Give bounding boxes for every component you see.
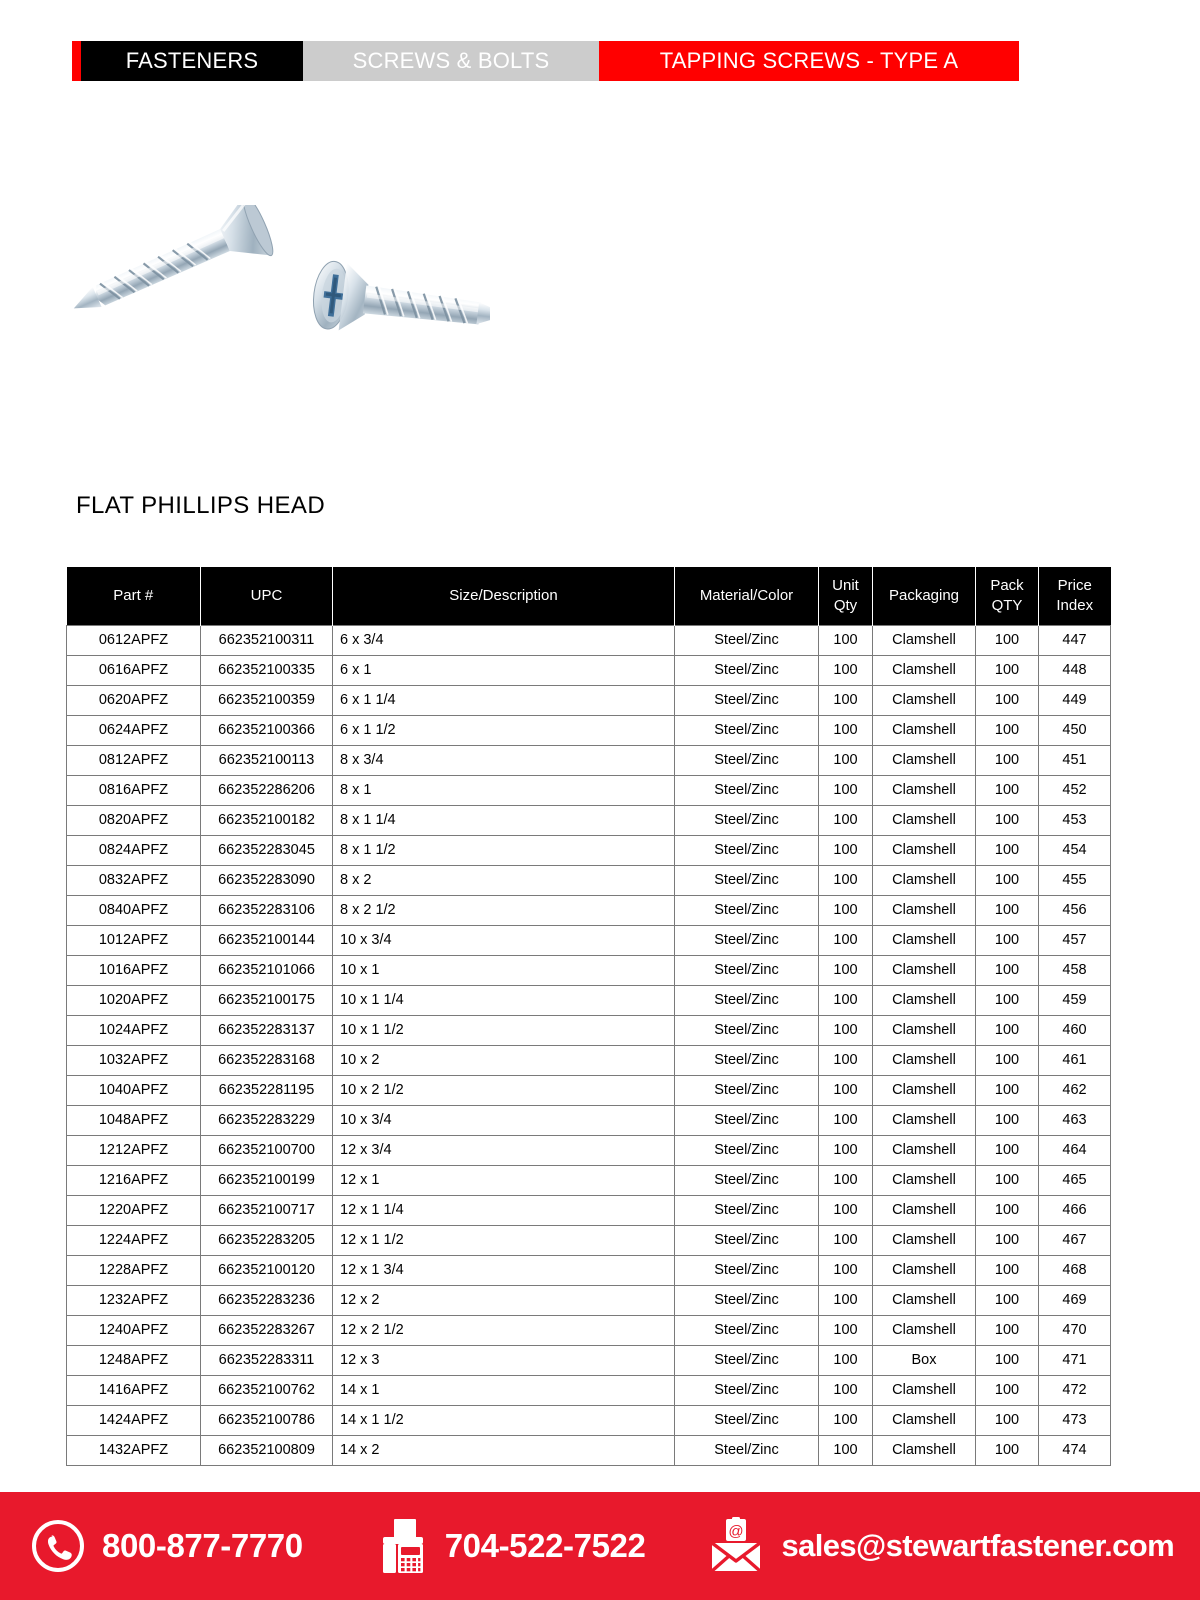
cell-upc: 662352100311 (201, 625, 333, 655)
cell-unit-qty: 100 (819, 835, 873, 865)
cell-part-number: 1228APFZ (67, 1255, 201, 1285)
cell-upc: 662352100717 (201, 1195, 333, 1225)
cell-packaging: Clamshell (873, 955, 976, 985)
table-row[interactable] (67, 1375, 1111, 1405)
cell-material: Steel/Zinc (675, 955, 819, 985)
cell-pack-qty: 100 (976, 775, 1039, 805)
cell-unit-qty: 100 (819, 775, 873, 805)
cell-packaging: Clamshell (873, 1195, 976, 1225)
cell-upc: 662352100359 (201, 685, 333, 715)
cell-material: Steel/Zinc (675, 865, 819, 895)
cell-packaging: Clamshell (873, 1375, 976, 1405)
cell-material: Steel/Zinc (675, 1225, 819, 1255)
cell-part-number: 1216APFZ (67, 1165, 201, 1195)
cell-size: 8 x 3/4 (333, 745, 675, 775)
cell-price-index: 473 (1039, 1405, 1111, 1435)
cell-packaging: Clamshell (873, 1165, 976, 1195)
cell-packaging: Clamshell (873, 685, 976, 715)
cell-upc: 662352100786 (201, 1405, 333, 1435)
cell-pack-qty: 100 (976, 895, 1039, 925)
table-row[interactable] (67, 1075, 1111, 1105)
cell-upc: 662352100809 (201, 1435, 333, 1465)
cell-material: Steel/Zinc (675, 1045, 819, 1075)
cell-price-index: 465 (1039, 1165, 1111, 1195)
footer-fax-number: 704-522-7522 (444, 1527, 646, 1564)
footer-email[interactable] (707, 1517, 1174, 1575)
cell-size: 14 x 1 1/2 (333, 1405, 675, 1435)
cell-upc: 662352100120 (201, 1255, 333, 1285)
cell-price-index: 457 (1039, 925, 1111, 955)
table-row[interactable] (67, 835, 1111, 865)
cell-size: 8 x 1 1/4 (333, 805, 675, 835)
cell-material: Steel/Zinc (675, 655, 819, 685)
cell-material: Steel/Zinc (675, 895, 819, 925)
envelope-at-icon (707, 1517, 765, 1575)
table-row[interactable] (67, 685, 1111, 715)
cell-size: 8 x 1 (333, 775, 675, 805)
cell-size: 12 x 1 3/4 (333, 1255, 675, 1285)
cell-size: 10 x 2 (333, 1045, 675, 1075)
breadcrumb-item-fasteners[interactable] (81, 41, 303, 81)
cell-price-index: 462 (1039, 1075, 1111, 1105)
table-row[interactable] (67, 1195, 1111, 1225)
cell-part-number: 0824APFZ (67, 835, 201, 865)
cell-material: Steel/Zinc (675, 1315, 819, 1345)
cell-part-number: 1248APFZ (67, 1345, 201, 1375)
table-row[interactable] (67, 1315, 1111, 1345)
cell-material: Steel/Zinc (675, 1195, 819, 1225)
page-title: FLAT PHILLIPS HEAD (76, 492, 326, 519)
cell-unit-qty: 100 (819, 1285, 873, 1315)
cell-packaging: Clamshell (873, 745, 976, 775)
screw-photo-icon (70, 205, 490, 380)
cell-upc: 662352100113 (201, 745, 333, 775)
table-header (67, 567, 1111, 625)
cell-price-index: 450 (1039, 715, 1111, 745)
cell-upc: 662352283106 (201, 895, 333, 925)
cell-packaging: Clamshell (873, 1045, 976, 1075)
cell-unit-qty: 100 (819, 1105, 873, 1135)
cell-pack-qty: 100 (976, 1045, 1039, 1075)
table-row[interactable] (67, 895, 1111, 925)
cell-part-number: 1032APFZ (67, 1045, 201, 1075)
cell-upc: 662352100700 (201, 1135, 333, 1165)
column-header-pack-qty: Pack QTY (976, 567, 1039, 625)
cell-part-number: 1432APFZ (67, 1435, 201, 1465)
cell-pack-qty: 100 (976, 925, 1039, 955)
cell-material: Steel/Zinc (675, 835, 819, 865)
cell-packaging: Clamshell (873, 805, 976, 835)
cell-upc: 662352100335 (201, 655, 333, 685)
cell-packaging: Clamshell (873, 655, 976, 685)
cell-size: 6 x 3/4 (333, 625, 675, 655)
cell-packaging: Clamshell (873, 1135, 976, 1165)
cell-price-index: 453 (1039, 805, 1111, 835)
cell-pack-qty: 100 (976, 1135, 1039, 1165)
cell-packaging: Clamshell (873, 625, 976, 655)
cell-packaging: Clamshell (873, 835, 976, 865)
cell-price-index: 460 (1039, 1015, 1111, 1045)
cell-size: 6 x 1 1/2 (333, 715, 675, 745)
cell-size: 12 x 1 1/2 (333, 1225, 675, 1255)
cell-part-number: 0812APFZ (67, 745, 201, 775)
svg-text:@: @ (728, 1523, 745, 1540)
cell-pack-qty: 100 (976, 1255, 1039, 1285)
cell-material: Steel/Zinc (675, 805, 819, 835)
cell-packaging: Clamshell (873, 1315, 976, 1345)
cell-unit-qty: 100 (819, 625, 873, 655)
cell-material: Steel/Zinc (675, 745, 819, 775)
cell-upc: 662352100199 (201, 1165, 333, 1195)
cell-unit-qty: 100 (819, 955, 873, 985)
cell-unit-qty: 100 (819, 1015, 873, 1045)
column-header-material: Material/Color (675, 567, 819, 625)
cell-upc: 662352283311 (201, 1345, 333, 1375)
cell-price-index: 470 (1039, 1315, 1111, 1345)
table-row[interactable] (67, 805, 1111, 835)
cell-unit-qty: 100 (819, 805, 873, 835)
table-row[interactable] (67, 925, 1111, 955)
cell-price-index: 452 (1039, 775, 1111, 805)
cell-price-index: 468 (1039, 1255, 1111, 1285)
cell-material: Steel/Zinc (675, 1345, 819, 1375)
table-row[interactable] (67, 955, 1111, 985)
column-header-upc: UPC (201, 567, 333, 625)
cell-packaging: Clamshell (873, 1015, 976, 1045)
cell-pack-qty: 100 (976, 715, 1039, 745)
cell-size: 6 x 1 (333, 655, 675, 685)
cell-price-index: 456 (1039, 895, 1111, 925)
cell-unit-qty: 100 (819, 745, 873, 775)
cell-unit-qty: 100 (819, 1405, 873, 1435)
cell-unit-qty: 100 (819, 1075, 873, 1105)
cell-size: 12 x 2 1/2 (333, 1315, 675, 1345)
breadcrumb-item-tapping-screws-type-a[interactable] (599, 41, 1019, 81)
cell-part-number: 1224APFZ (67, 1225, 201, 1255)
cell-part-number: 0620APFZ (67, 685, 201, 715)
cell-part-number: 0616APFZ (67, 655, 201, 685)
footer-fax[interactable] (377, 1517, 646, 1575)
cell-pack-qty: 100 (976, 1015, 1039, 1045)
cell-size: 10 x 1 1/2 (333, 1015, 675, 1045)
cell-material: Steel/Zinc (675, 775, 819, 805)
cell-price-index: 458 (1039, 955, 1111, 985)
cell-upc: 662352283205 (201, 1225, 333, 1255)
cell-size: 10 x 1 (333, 955, 675, 985)
cell-material: Steel/Zinc (675, 1135, 819, 1165)
cell-part-number: 1240APFZ (67, 1315, 201, 1345)
cell-material: Steel/Zinc (675, 1375, 819, 1405)
cell-pack-qty: 100 (976, 835, 1039, 865)
cell-packaging: Clamshell (873, 985, 976, 1015)
column-header-unit-qty: Unit Qty (819, 567, 873, 625)
table-row[interactable] (67, 985, 1111, 1015)
cell-part-number: 0820APFZ (67, 805, 201, 835)
cell-material: Steel/Zinc (675, 1435, 819, 1465)
cell-size: 8 x 2 1/2 (333, 895, 675, 925)
cell-pack-qty: 100 (976, 1075, 1039, 1105)
cell-pack-qty: 100 (976, 1405, 1039, 1435)
cell-size: 8 x 1 1/2 (333, 835, 675, 865)
cell-packaging: Clamshell (873, 715, 976, 745)
cell-unit-qty: 100 (819, 1435, 873, 1465)
cell-pack-qty: 100 (976, 1285, 1039, 1315)
cell-packaging: Clamshell (873, 1435, 976, 1465)
cell-material: Steel/Zinc (675, 715, 819, 745)
cell-pack-qty: 100 (976, 745, 1039, 775)
table-header-row (67, 567, 1111, 625)
cell-price-index: 448 (1039, 655, 1111, 685)
cell-pack-qty: 100 (976, 805, 1039, 835)
table-row[interactable] (67, 1345, 1111, 1375)
cell-size: 10 x 3/4 (333, 1105, 675, 1135)
cell-pack-qty: 100 (976, 655, 1039, 685)
cell-packaging: Clamshell (873, 1405, 976, 1435)
cell-part-number: 1016APFZ (67, 955, 201, 985)
product-table-container (66, 567, 1110, 1466)
cell-material: Steel/Zinc (675, 1015, 819, 1045)
cell-size: 12 x 2 (333, 1285, 675, 1315)
table-body (67, 625, 1111, 1465)
cell-price-index: 472 (1039, 1375, 1111, 1405)
cell-material: Steel/Zinc (675, 1075, 819, 1105)
cell-part-number: 0612APFZ (67, 625, 201, 655)
cell-price-index: 454 (1039, 835, 1111, 865)
cell-part-number: 1212APFZ (67, 1135, 201, 1165)
cell-size: 14 x 2 (333, 1435, 675, 1465)
table-row[interactable] (67, 745, 1111, 775)
cell-unit-qty: 100 (819, 865, 873, 895)
cell-pack-qty: 100 (976, 1195, 1039, 1225)
cell-price-index: 459 (1039, 985, 1111, 1015)
column-header-part-number: Part # (67, 567, 201, 625)
cell-upc: 662352283045 (201, 835, 333, 865)
cell-pack-qty: 100 (976, 955, 1039, 985)
cell-unit-qty: 100 (819, 715, 873, 745)
table-row[interactable] (67, 1435, 1111, 1465)
cell-upc: 662352283229 (201, 1105, 333, 1135)
cell-material: Steel/Zinc (675, 1165, 819, 1195)
cell-upc: 662352100175 (201, 985, 333, 1015)
cell-pack-qty: 100 (976, 1375, 1039, 1405)
cell-packaging: Clamshell (873, 925, 976, 955)
cell-unit-qty: 100 (819, 1195, 873, 1225)
cell-unit-qty: 100 (819, 1045, 873, 1075)
cell-packaging: Box (873, 1345, 976, 1375)
cell-price-index: 469 (1039, 1285, 1111, 1315)
cell-part-number: 0624APFZ (67, 715, 201, 745)
cell-packaging: Clamshell (873, 1105, 976, 1135)
cell-packaging: Clamshell (873, 1075, 976, 1105)
cell-price-index: 449 (1039, 685, 1111, 715)
cell-pack-qty: 100 (976, 985, 1039, 1015)
table-row[interactable] (67, 1225, 1111, 1255)
cell-price-index: 471 (1039, 1345, 1111, 1375)
cell-unit-qty: 100 (819, 1375, 873, 1405)
cell-size: 14 x 1 (333, 1375, 675, 1405)
cell-unit-qty: 100 (819, 985, 873, 1015)
table-row[interactable] (67, 1045, 1111, 1075)
cell-size: 12 x 3/4 (333, 1135, 675, 1165)
cell-unit-qty: 100 (819, 1255, 873, 1285)
cell-unit-qty: 100 (819, 1135, 873, 1165)
column-header-packaging: Packaging (873, 567, 976, 625)
table-row[interactable] (67, 715, 1111, 745)
cell-packaging: Clamshell (873, 1225, 976, 1255)
cell-material: Steel/Zinc (675, 625, 819, 655)
cell-price-index: 455 (1039, 865, 1111, 895)
cell-price-index: 447 (1039, 625, 1111, 655)
column-header-price-index: Price Index (1039, 567, 1111, 625)
cell-material: Steel/Zinc (675, 1285, 819, 1315)
cell-pack-qty: 100 (976, 1345, 1039, 1375)
cell-part-number: 1020APFZ (67, 985, 201, 1015)
cell-upc: 662352283267 (201, 1315, 333, 1345)
cell-packaging: Clamshell (873, 1255, 976, 1285)
cell-size: 10 x 2 1/2 (333, 1075, 675, 1105)
cell-price-index: 464 (1039, 1135, 1111, 1165)
cell-packaging: Clamshell (873, 1285, 976, 1315)
cell-upc: 662352283236 (201, 1285, 333, 1315)
cell-size: 12 x 1 (333, 1165, 675, 1195)
cell-pack-qty: 100 (976, 1315, 1039, 1345)
cell-part-number: 1024APFZ (67, 1015, 201, 1045)
breadcrumb-label-tapping-screws-type-a: TAPPING SCREWS - TYPE A (659, 48, 959, 73)
footer-email-address: sales@stewartfastener.com (781, 1528, 1175, 1563)
cell-price-index: 451 (1039, 745, 1111, 775)
cell-upc: 662352283168 (201, 1045, 333, 1075)
footer-phone[interactable] (30, 1518, 303, 1574)
cell-unit-qty: 100 (819, 1165, 873, 1195)
cell-size: 6 x 1 1/4 (333, 685, 675, 715)
breadcrumb-label-screws-bolts: SCREWS & BOLTS (352, 48, 550, 73)
cell-size: 10 x 3/4 (333, 925, 675, 955)
table-row[interactable] (67, 1105, 1111, 1135)
cell-unit-qty: 100 (819, 685, 873, 715)
cell-material: Steel/Zinc (675, 1405, 819, 1435)
table-row[interactable] (67, 865, 1111, 895)
cell-part-number: 1040APFZ (67, 1075, 201, 1105)
cell-part-number: 0832APFZ (67, 865, 201, 895)
cell-unit-qty: 100 (819, 1315, 873, 1345)
table-row[interactable] (67, 655, 1111, 685)
cell-material: Steel/Zinc (675, 925, 819, 955)
phone-icon (30, 1518, 86, 1574)
cell-price-index: 474 (1039, 1435, 1111, 1465)
cell-unit-qty: 100 (819, 1345, 873, 1375)
table-row[interactable] (67, 1015, 1111, 1045)
table-row[interactable] (67, 1165, 1111, 1195)
cell-upc: 662352100762 (201, 1375, 333, 1405)
cell-price-index: 467 (1039, 1225, 1111, 1255)
table-row[interactable] (67, 1285, 1111, 1315)
product-image (70, 205, 490, 380)
cell-pack-qty: 100 (976, 1165, 1039, 1195)
cell-upc: 662352100366 (201, 715, 333, 745)
cell-size: 10 x 1 1/4 (333, 985, 675, 1015)
cell-size: 12 x 1 1/4 (333, 1195, 675, 1225)
cell-pack-qty: 100 (976, 625, 1039, 655)
cell-pack-qty: 100 (976, 865, 1039, 895)
cell-upc: 662352101066 (201, 955, 333, 985)
cell-pack-qty: 100 (976, 1435, 1039, 1465)
cell-upc: 662352283137 (201, 1015, 333, 1045)
breadcrumb-item-screws-bolts[interactable] (303, 41, 599, 81)
cell-upc: 662352283090 (201, 865, 333, 895)
cell-upc: 662352100144 (201, 925, 333, 955)
column-header-size: Size/Description (333, 567, 675, 625)
table-row[interactable] (67, 1135, 1111, 1165)
cell-material: Steel/Zinc (675, 1255, 819, 1285)
cell-size: 12 x 3 (333, 1345, 675, 1375)
cell-upc: 662352286206 (201, 775, 333, 805)
cell-part-number: 1220APFZ (67, 1195, 201, 1225)
fax-icon (377, 1517, 429, 1575)
cell-part-number: 1232APFZ (67, 1285, 201, 1315)
breadcrumb (72, 41, 1019, 81)
cell-material: Steel/Zinc (675, 1105, 819, 1135)
table-row[interactable] (67, 625, 1111, 655)
cell-upc: 662352100182 (201, 805, 333, 835)
table-row[interactable] (67, 1405, 1111, 1435)
cell-packaging: Clamshell (873, 865, 976, 895)
cell-unit-qty: 100 (819, 655, 873, 685)
footer-phone-number: 800-877-7770 (102, 1527, 303, 1564)
cell-price-index: 461 (1039, 1045, 1111, 1075)
cell-upc: 662352281195 (201, 1075, 333, 1105)
cell-part-number: 1012APFZ (67, 925, 201, 955)
cell-price-index: 463 (1039, 1105, 1111, 1135)
cell-material: Steel/Zinc (675, 685, 819, 715)
cell-pack-qty: 100 (976, 1225, 1039, 1255)
cell-price-index: 466 (1039, 1195, 1111, 1225)
contact-footer (0, 1492, 1200, 1600)
cell-size: 8 x 2 (333, 865, 675, 895)
table-row[interactable] (67, 1255, 1111, 1285)
cell-part-number: 0816APFZ (67, 775, 201, 805)
cell-part-number: 1048APFZ (67, 1105, 201, 1135)
cell-part-number: 1416APFZ (67, 1375, 201, 1405)
cell-unit-qty: 100 (819, 925, 873, 955)
breadcrumb-accent-bar (72, 41, 81, 81)
cell-pack-qty: 100 (976, 685, 1039, 715)
cell-material: Steel/Zinc (675, 985, 819, 1015)
cell-pack-qty: 100 (976, 1105, 1039, 1135)
table-row[interactable] (67, 775, 1111, 805)
cell-packaging: Clamshell (873, 775, 976, 805)
cell-part-number: 0840APFZ (67, 895, 201, 925)
cell-unit-qty: 100 (819, 1225, 873, 1255)
cell-unit-qty: 100 (819, 895, 873, 925)
cell-part-number: 1424APFZ (67, 1405, 201, 1435)
breadcrumb-label-fasteners: FASTENERS (125, 48, 259, 73)
cell-packaging: Clamshell (873, 895, 976, 925)
product-table (66, 567, 1111, 1466)
